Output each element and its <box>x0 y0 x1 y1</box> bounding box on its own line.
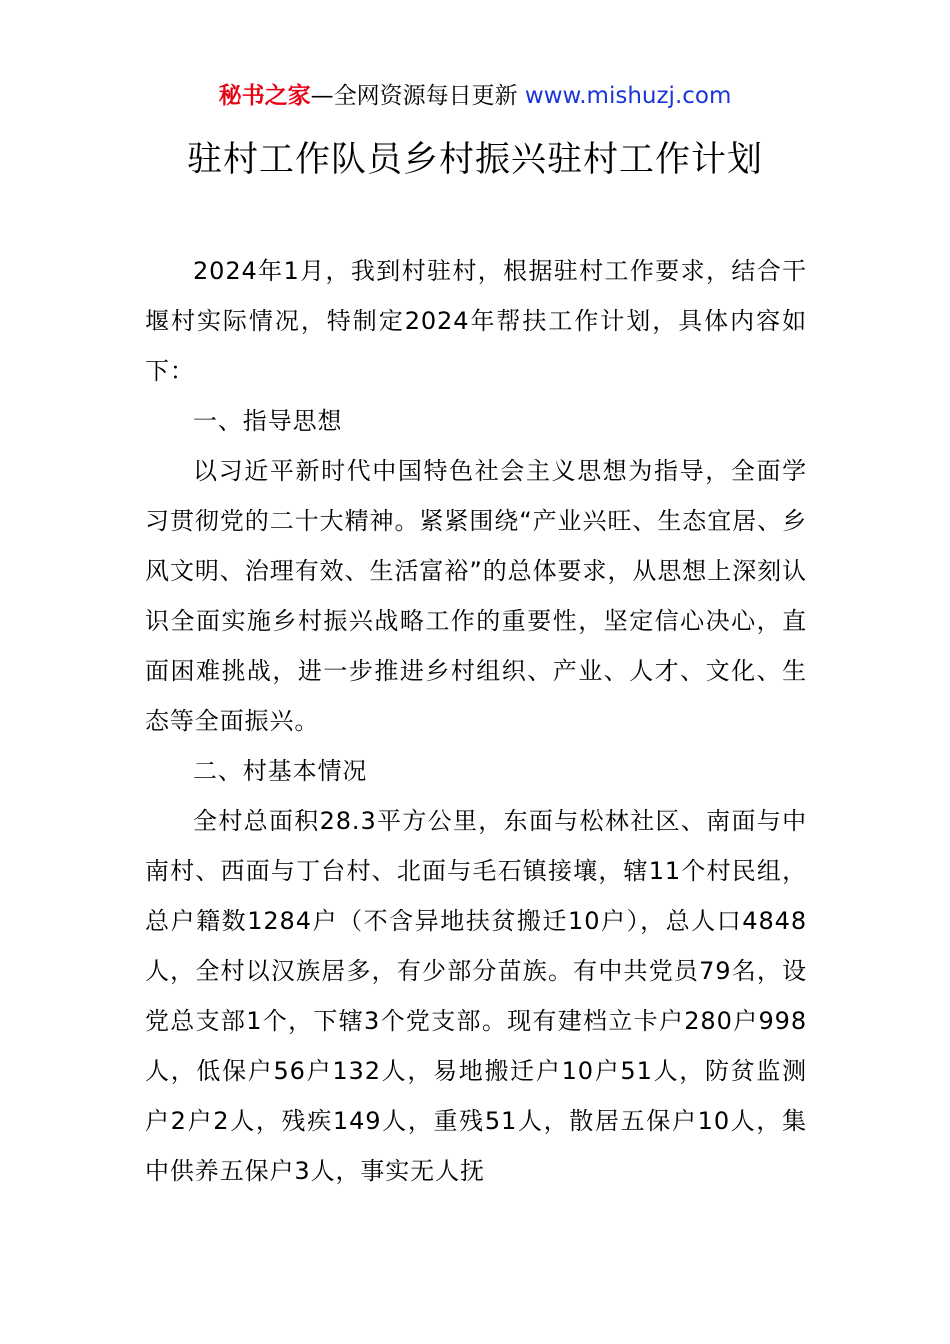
guiding-ideology-paragraph: 以习近平新时代中国特色社会主义思想为指导，全面学习贯彻党的二十大精神。紧紧围绕“产业兴旺、生态宜居、乡风文明、治理有效、生活富裕”的总体要求，从思想上深刻认识全面实施乡村振兴战略工作的重要性，坚定信心决心，直面困难挑战，进一步推进乡村组织、产业、人才、文化、生态等全面振兴。 <box>145 457 807 735</box>
site-brand: 秘书之家 <box>218 83 311 109</box>
village-overview-paragraph: 全村总面积28.3平方公里，东面与松林社区、南面与中南村、西面与丁台村、北面与毛石镇接壤，辖11个村民组，总户籍数1284户（不含异地扶贫搬迁10户），总人口4848人，全村以汉族居多，有少部分苗族。有中共党员79名，设党总支部1个，下辖3个党支部。现有建档立卡户280户998人，低保户56户132人，易地搬迁户10户51人，防贫监测户2户2人，残疾149人，重残51人，散居五保户10人，集中供养五保户3人，事实无人抚 <box>145 807 807 1185</box>
document-title: 驻村工作队员乡村振兴驻村工作计划 <box>186 140 763 180</box>
intro-paragraph: 2024年1月，我到村驻村，根据驻村工作要求，结合干堰村实际情况，特制定2024年帮扶工作计划，具体内容如下： <box>145 257 807 385</box>
site-tagline: —全网资源每日更新 <box>310 83 525 109</box>
document-body <box>145 246 807 1196</box>
site-url-link[interactable]: www.mishuzj.com <box>524 83 732 109</box>
site-header <box>0 80 950 112</box>
section-heading-guiding-ideology: 一、指导思想 <box>193 407 343 435</box>
section-heading-village-overview: 二、村基本情况 <box>193 757 368 785</box>
